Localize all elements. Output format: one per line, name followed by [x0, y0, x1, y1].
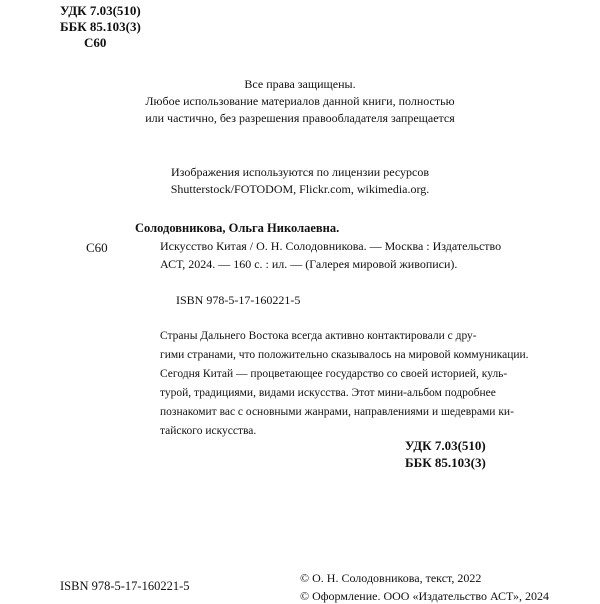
annotation-line: познакомит вас с основными жанрами, направлениями и шедеврами ки- — [160, 406, 514, 418]
annotation-line: Сегодня Китай — процветающее государство со своей историей, куль- — [160, 368, 508, 380]
bibliographic-description-line-1: Искусство Китая / О. Н. Солодовникова. — Москва : Издательство — [160, 239, 502, 253]
rights-line-1: Все права защищены. — [244, 77, 356, 91]
header-bbk: ББК 85.103(3) — [60, 19, 141, 34]
header-udk: УДК 7.03(510) — [60, 3, 141, 18]
footer-copyright-text: © О. Н. Солодовникова, текст, 2022 — [300, 571, 482, 585]
bibliographic-author: Солодовникова, Ольга Николаевна. — [135, 221, 340, 235]
rights-line-3: или частично, без разрешения правообладателя запрещается — [145, 111, 455, 125]
rights-line-2: Любое использование материалов данной книги, полностью — [145, 94, 455, 108]
bibliographic-author-mark: С60 — [86, 240, 108, 255]
bibliographic-description-line-2: АСТ, 2024. — 160 с. : ил. — (Галерея мировой живописи). — [160, 257, 458, 271]
annotation-line: Страны Дальнего Востока всегда активно контактировали с дру- — [160, 330, 477, 342]
license-line-2: Shutterstock/FOTODOM, Flickr.com, wikimedia.org. — [170, 182, 430, 196]
header-author-mark: С60 — [84, 35, 107, 50]
annotation-line: турой, традициями, видами искусства. Этот мини-альбом подробнее — [160, 387, 496, 399]
classification-bbk: ББК 85.103(3) — [405, 455, 486, 470]
annotation-line: гими странами, что положительно сказывалось на мировой коммуникации. — [160, 349, 529, 361]
footer-copyright-design: © Оформление. ООО «Издательство АСТ», 2024 — [300, 589, 550, 603]
annotation-line: тайского искусства. — [160, 425, 257, 437]
bibliographic-isbn: ISBN 978-5-17-160221-5 — [176, 293, 301, 307]
footer-isbn: ISBN 978-5-17-160221-5 — [60, 579, 190, 593]
classification-udk: УДК 7.03(510) — [405, 438, 486, 453]
license-line-1: Изображения используются по лицензии ресурсов — [171, 165, 429, 179]
